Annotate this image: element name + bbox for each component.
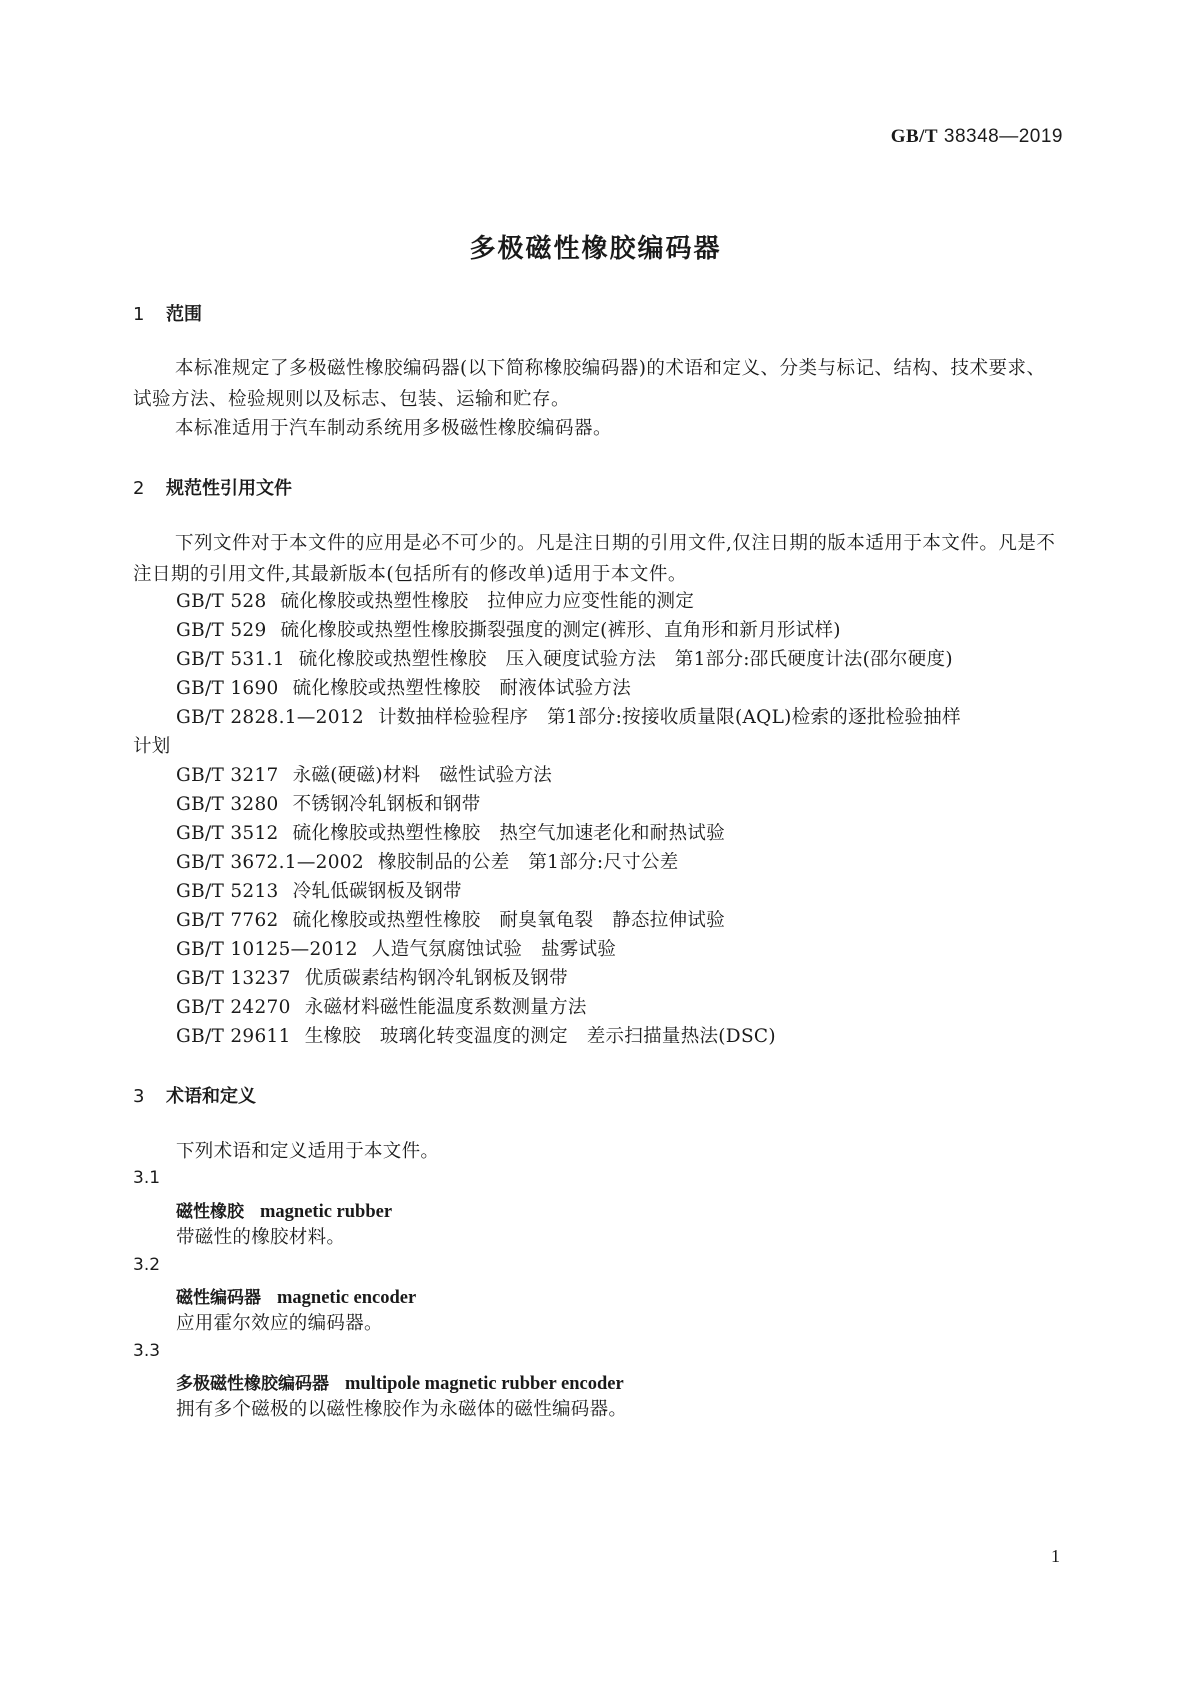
reference-item — [176, 673, 631, 704]
term-heading — [176, 1283, 416, 1309]
reference-item — [176, 847, 679, 878]
standard-number — [891, 126, 1063, 148]
section-number: 3 — [133, 1086, 145, 1107]
reference-item — [176, 876, 462, 907]
reference-title: 计数抽样检验程序 第1部分:按接收质量限(AQL)检索的逐批检验抽样 — [377, 707, 961, 728]
reference-code: GB/T 3672.1—2002 — [176, 852, 364, 873]
reference-item — [176, 789, 481, 820]
reference-title: 硫化橡胶或热塑性橡胶 拉伸应力应变性能的测定 — [280, 591, 695, 612]
reference-title: 人造气氛腐蚀试验 盐雾试验 — [371, 939, 617, 960]
term-definition: 带磁性的橡胶材料。 — [176, 1227, 346, 1248]
reference-title: 不锈钢冷轧钢板和钢带 — [292, 794, 481, 815]
term-number: 3.3 — [133, 1341, 161, 1361]
term-english: multipole magnetic rubber encoder — [345, 1374, 624, 1394]
term-heading — [176, 1197, 392, 1223]
section-title: 术语和定义 — [166, 1086, 256, 1107]
reference-code: GB/T 5213 — [176, 881, 279, 902]
section-number: 1 — [133, 304, 145, 325]
reference-title: 硫化橡胶或热塑性橡胶 热空气加速老化和耐热试验 — [292, 823, 726, 844]
reference-title: 硫化橡胶或热塑性橡胶 压入硬度试验方法 第1部分:邵氏硬度计法(邵尔硬度) — [298, 649, 953, 670]
reference-continuation: 计划 — [133, 736, 171, 757]
reference-item — [176, 702, 961, 733]
reference-title: 硫化橡胶或热塑性橡胶 耐臭氧龟裂 静态拉伸试验 — [292, 910, 726, 931]
reference-item — [176, 1021, 776, 1052]
reference-item — [176, 760, 552, 791]
reference-code: GB/T 29611 — [176, 1026, 291, 1047]
section-number: 2 — [133, 478, 145, 499]
term-definition: 应用霍尔效应的编码器。 — [176, 1313, 383, 1334]
reference-item — [176, 644, 953, 675]
reference-item — [176, 963, 568, 994]
reference-title: 硫化橡胶或热塑性橡胶 耐液体试验方法 — [292, 678, 632, 699]
reference-item — [176, 905, 725, 936]
reference-code: GB/T 10125—2012 — [176, 939, 358, 960]
reference-title: 冷轧低碳钢板及钢带 — [292, 881, 462, 902]
reference-title: 优质碳素结构钢冷轧钢板及钢带 — [304, 968, 568, 989]
reference-item — [176, 992, 587, 1023]
reference-code: GB/T 24270 — [176, 997, 291, 1018]
reference-code: GB/T 7762 — [176, 910, 279, 931]
reference-code: GB/T 3217 — [176, 765, 279, 786]
scope-paragraph-2: 本标准适用于汽车制动系统用多极磁性橡胶编码器。 — [175, 418, 613, 439]
reference-title: 橡胶制品的公差 第1部分:尺寸公差 — [377, 852, 679, 873]
reference-item — [176, 586, 694, 617]
term-english: magnetic rubber — [260, 1202, 393, 1222]
section-2-heading — [133, 474, 292, 500]
terms-intro: 下列术语和定义适用于本文件。 — [176, 1141, 440, 1162]
reference-item — [176, 818, 725, 849]
term-chinese: 磁性橡胶 — [176, 1202, 244, 1222]
term-number: 3.2 — [133, 1255, 161, 1275]
reference-code: GB/T 529 — [176, 620, 267, 641]
reference-title: 硫化橡胶或热塑性橡胶撕裂强度的测定(裤形、直角形和新月形试样) — [280, 620, 841, 641]
standard-code-prefix: GB/T — [890, 126, 939, 147]
reference-item — [176, 615, 841, 646]
term-definition: 拥有多个磁极的以磁性橡胶作为永磁体的磁性编码器。 — [176, 1399, 628, 1420]
document-title: 多极磁性橡胶编码器 — [469, 234, 722, 264]
page-number: 1 — [1051, 1546, 1060, 1566]
standard-code-number: 38348—2019 — [943, 126, 1063, 147]
reference-code: GB/T 528 — [176, 591, 267, 612]
reference-code: GB/T 13237 — [176, 968, 291, 989]
term-chinese: 磁性编码器 — [176, 1288, 261, 1308]
scope-paragraph-1: 本标准规定了多极磁性橡胶编码器(以下简称橡胶编码器)的术语和定义、分类与标记、结构、技术要求、试验方法、检验规则以及标志、包装、运输和贮存。 — [133, 358, 1046, 410]
reference-code: GB/T 3512 — [176, 823, 279, 844]
term-number: 3.1 — [133, 1168, 161, 1188]
term-heading — [176, 1369, 624, 1395]
reference-code: GB/T 531.1 — [176, 649, 285, 670]
reference-title: 永磁材料磁性能温度系数测量方法 — [304, 997, 587, 1018]
section-title: 范围 — [166, 304, 202, 325]
term-chinese: 多极磁性橡胶编码器 — [176, 1374, 329, 1394]
normative-intro-paragraph: 下列文件对于本文件的应用是必不可少的。凡是注日期的引用文件,仅注日期的版本适用于本文件。凡是不注日期的引用文件,其最新版本(包括所有的修改单)适用于本文件。 — [133, 533, 1056, 585]
reference-code: GB/T 3280 — [176, 794, 279, 815]
reference-code: GB/T 1690 — [176, 678, 279, 699]
reference-title: 生橡胶 玻璃化转变温度的测定 差示扫描量热法(DSC) — [304, 1026, 776, 1047]
section-3-heading — [133, 1082, 256, 1108]
section-title: 规范性引用文件 — [166, 478, 292, 499]
reference-title: 永磁(硬磁)材料 磁性试验方法 — [292, 765, 553, 786]
reference-code: GB/T 2828.1—2012 — [176, 707, 364, 728]
section-1-heading — [133, 300, 202, 326]
reference-item — [176, 934, 616, 965]
term-english: magnetic encoder — [277, 1288, 417, 1308]
